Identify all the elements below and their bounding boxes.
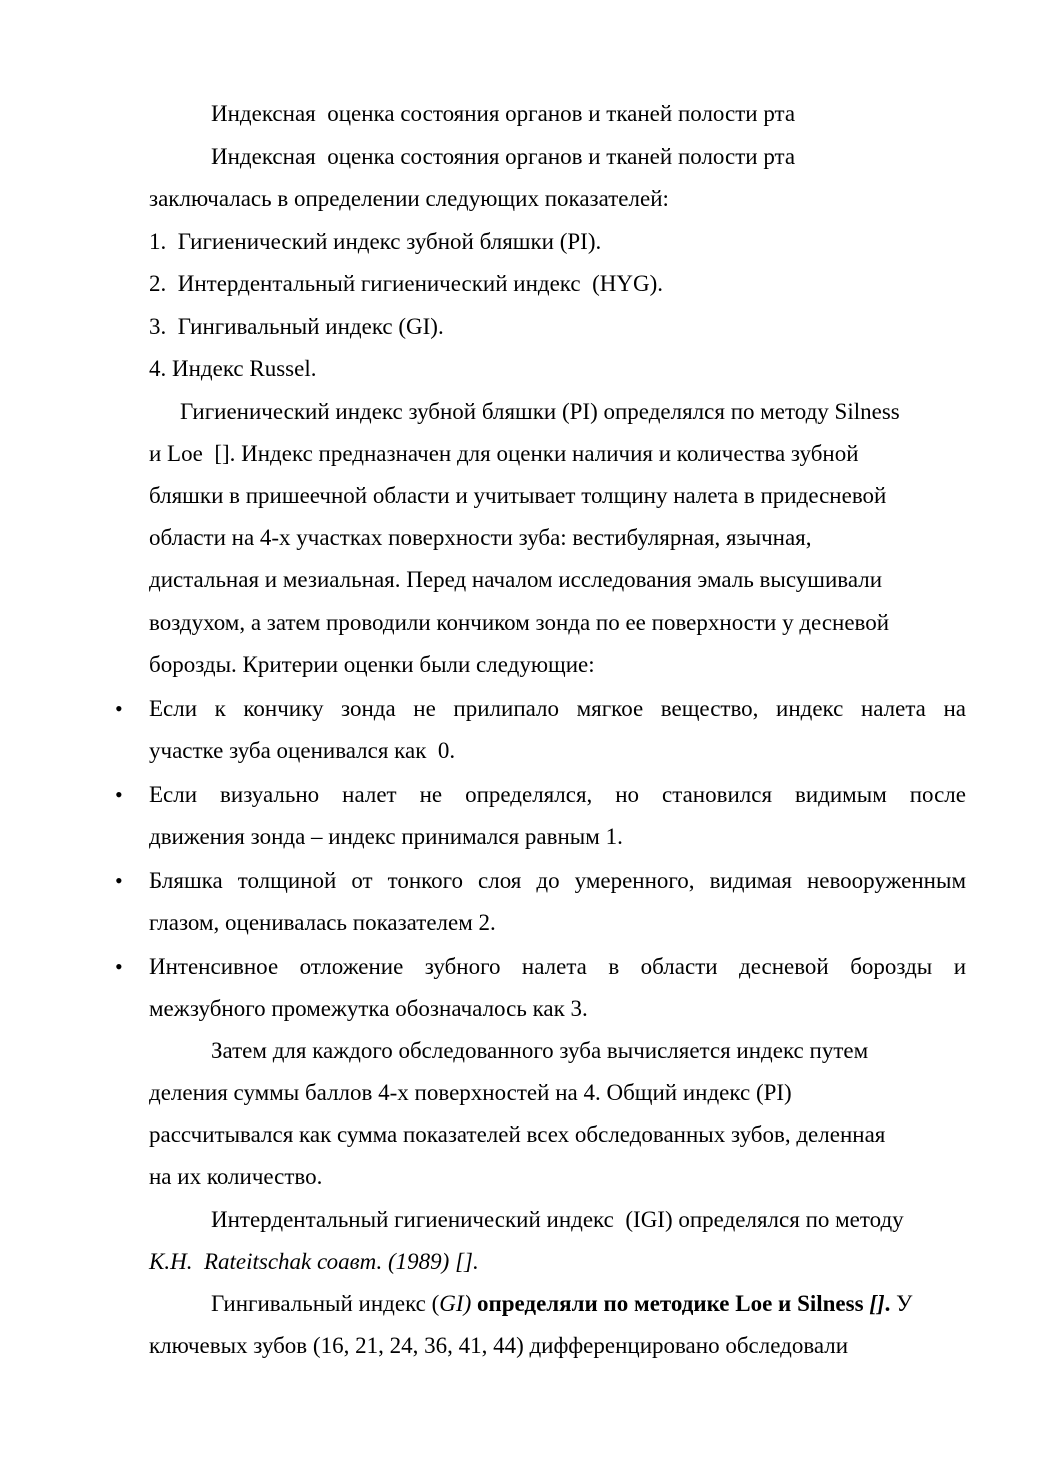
section-heading: Индексная оценка состояния органов и тканей полости рта [211,101,796,126]
igi-paragraph-line: Интердентальный гигиенический индекс (IGI) определялся по методу [211,1207,904,1232]
gi-abbrev-italic: GI) [439,1291,472,1316]
calc-paragraph-line: деления суммы баллов 4-х поверхностей на 4. Общий индекс (PI) [149,1080,792,1105]
gi-reference: [] [869,1291,885,1316]
intro-line-1: Индексная оценка состояния органов и тканей полости рта [211,144,796,169]
gi-text-normal: Гингивальный индекс ( [211,1291,440,1316]
list-item: 4. Индекс Russel. [149,356,317,381]
pi-paragraph-line: и Loe []. Индекс предназначен для оценки наличия и количества зубной [149,441,859,466]
pi-paragraph-line: борозды. Критерии оценки были следующие: [149,652,595,677]
criteria-item-line: Если к кончику зонда не прилипало мягкое вещество, индекс налета на [149,696,966,721]
criteria-item-line: движения зонда – индекс принимался равным 1. [149,824,623,849]
pi-paragraph-line: бляшки в пришеечной области и учитывает толщину налета в придесневой [149,483,887,508]
gi-tail: У [890,1291,913,1316]
calc-paragraph-line: на их количество. [149,1164,323,1189]
criteria-item-line: участке зуба оценивался как 0. [149,738,456,763]
pi-paragraph-line: дистальная и мезиальная. Перед началом исследования эмаль высушивали [149,567,883,592]
list-item: 2. Интердентальный гигиенический индекс (HYG). [149,271,664,296]
criteria-item-line: глазом, оценивалась показателем 2. [149,910,496,935]
criteria-item-line: Бляшка толщиной от тонкого слоя до умеренного, видимая невооруженным [149,868,966,893]
gi-dot: . [884,1291,891,1316]
list-item: 3. Гингивальный индекс (GI). [149,314,444,339]
gi-paragraph-line [211,1290,912,1318]
pi-paragraph-line: Гигиенический индекс зубной бляшки (PI) определялся по методу Silness [180,399,900,424]
criteria-item-line: межзубного промежутка обозначалось как 3. [149,996,588,1021]
bullet-marker: • [115,868,123,893]
intro-line-2: заключалась в определении следующих показателей: [149,186,669,211]
gi-method-bold: определяли по методике Loe и Silness [471,1291,870,1316]
pi-paragraph-line: области на 4-х участках поверхности зуба: вестибулярная, язычная, [149,525,812,550]
pi-paragraph-line: воздухом, а затем проводили кончиком зонда по ее поверхности у десневой [149,610,890,635]
criteria-item-line: Если визуально налет не определялся, но становился видимым после [149,782,966,807]
calc-paragraph-line: Затем для каждого обследованного зуба вычисляется индекс путем [211,1038,869,1063]
igi-citation-line: K.H. Rateitschak соавт. (1989) []. [149,1249,479,1274]
bullet-marker: • [115,696,123,721]
bullet-marker: • [115,782,123,807]
criteria-item-line: Интенсивное отложение зубного налета в области десневой борозды и [149,954,966,979]
calc-paragraph-line: рассчитывался как сумма показателей всех обследованных зубов, деленная [149,1122,886,1147]
list-item: 1. Гигиенический индекс зубной бляшки (PI). [149,229,602,254]
bullet-marker: • [115,954,123,979]
gi-paragraph-line: ключевых зубов (16, 21, 24, 36, 41, 44) дифференцировано обследовали [149,1333,849,1358]
